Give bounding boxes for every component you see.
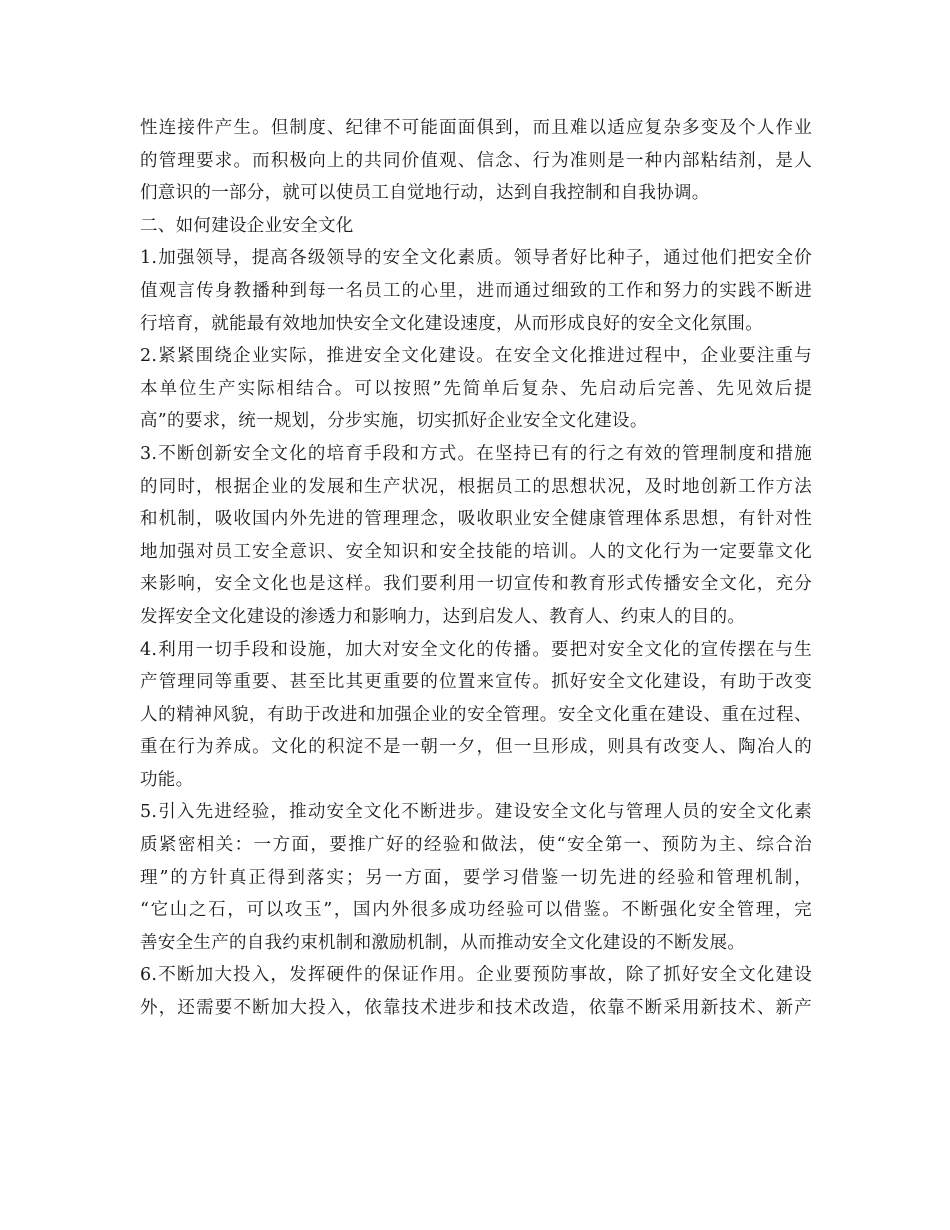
text-line-24: 理”的方针真正得到落实；另一方面，要学习借鉴一切先进的经验和管理机制， — [140, 867, 812, 888]
text-line-12: 的同时，根据企业的发展和生产状况，根据员工的思想状况，及时地创新工作方法 — [140, 476, 812, 497]
text-line-19: 人的精神风貌，有助于改进和加强企业的安全管理。安全文化重在建设、重在过程、 — [140, 704, 812, 725]
text-line-18: 产管理同等重要、甚至比其更重要的位置来宣传。抓好安全文化建设，有助于改变 — [140, 672, 812, 693]
text-line-3: 们意识的一部分，就可以使员工自觉地行动，达到自我控制和自我协调。 — [140, 183, 710, 204]
document-body — [140, 112, 812, 1025]
section-heading: 二、如何建设企业安全文化 — [140, 215, 354, 236]
text-line-10: 高”的要求，统一规划，分步实施，切实抓好企业安全文化建设。 — [140, 411, 648, 432]
text-line-8: 2.紧紧围绕企业实际，推进安全文化建设。在安全文化推进过程中，企业要注重与 — [140, 346, 812, 367]
text-line-7: 行培育，就能最有效地加快安全文化建设速度，从而形成良好的安全文化氛围。 — [140, 313, 763, 334]
text-line-25: “它山之石，可以攻玉”，国内外很多成功经验可以借鉴。不断强化安全管理，完 — [140, 900, 812, 921]
text-line-26: 善安全生产的自我约束机制和激励机制，从而推动安全文化建设的不断发展。 — [140, 932, 746, 953]
text-line-5: 1.加强领导，提高各级领导的安全文化素质。领导者好比种子，通过他们把安全价 — [140, 248, 812, 269]
text-line-15: 来影响，安全文化也是这样。我们要利用一切宣传和教育形式传播安全文化，充分 — [140, 574, 812, 595]
text-line-23: 质紧密相关：一方面，要推广好的经验和做法，使“安全第一、预防为主、综合治 — [140, 835, 812, 856]
text-line-17: 4.利用一切手段和设施，加大对安全文化的传播。要把对安全文化的宣传摆在与生 — [140, 639, 812, 660]
text-line-13: 和机制，吸收国内外先进的管理理念，吸收职业安全健康管理体系思想，有针对性 — [140, 509, 812, 530]
text-line-16: 发挥安全文化建设的渗透力和影响力，达到启发人、教育人、约束人的目的。 — [140, 606, 746, 627]
text-line-27: 6.不断加大投入，发挥硬件的保证作用。企业要预防事故，除了抓好安全文化建设 — [140, 965, 812, 986]
text-line-2: 的管理要求。而积极向上的共同价值观、信念、行为准则是一种内部粘结剂，是人 — [140, 150, 812, 171]
text-line-11: 3.不断创新安全文化的培育手段和方式。在坚持已有的行之有效的管理制度和措施 — [140, 443, 812, 464]
text-line-6: 值观言传身教播种到每一名员工的心里，进而通过细致的工作和努力的实践不断进 — [140, 280, 812, 301]
text-line-22: 5.引入先进经验，推动安全文化不断进步。建设安全文化与管理人员的安全文化素 — [140, 802, 812, 823]
text-line-14: 地加强对员工安全意识、安全知识和安全技能的培训。人的文化行为一定要靠文化 — [140, 541, 812, 562]
text-line-28: 外，还需要不断加大投入，依靠技术进步和技术改造，依靠不断采用新技术、新产 — [140, 998, 812, 1019]
text-line-1: 性连接件产生。但制度、纪律不可能面面俱到，而且难以适应复杂多变及个人作业 — [140, 118, 812, 138]
text-line-9: 本单位生产实际相结合。可以按照”先简单后复杂、先启动后完善、先见效后提 — [140, 378, 812, 399]
text-line-20: 重在行为养成。文化的积淀不是一朝一夕，但一旦形成，则具有改变人、陶冶人的 — [140, 737, 812, 758]
text-line-21: 功能。 — [140, 769, 194, 790]
